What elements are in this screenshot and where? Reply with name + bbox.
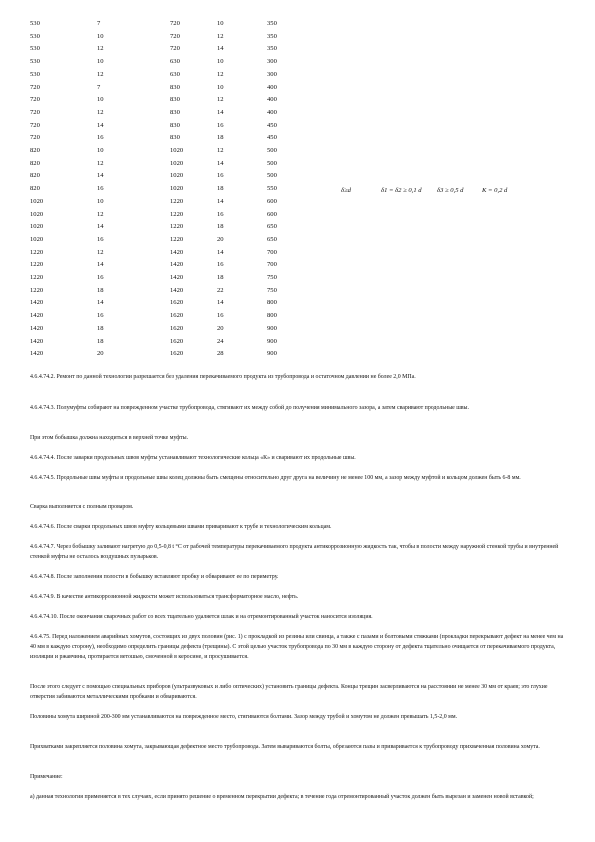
table-cell: 16 <box>217 210 224 218</box>
table-cell: 1420 <box>170 286 184 294</box>
table-cell: 1420 <box>170 274 184 281</box>
table-cell: 800 <box>267 312 277 320</box>
paragraph: 4.6.4.74.4. После заварки продольных швов муфты устанавливают технологические кольца «К» и сваривают их продольные швы. <box>30 455 356 461</box>
table-row <box>0 56 595 67</box>
paragraph: Половины хомута шириной 200-300 мм устанавливаются на поврежденное место, стягиваются болтами. Зазор между трубой и хомутом не должен превышать 1,5-2,0 мм. <box>30 714 458 720</box>
table-cell: 10 <box>97 58 104 66</box>
table-cell: 700 <box>267 261 277 269</box>
table-cell: 1420 <box>170 261 184 269</box>
table-cell: 14 <box>97 299 104 307</box>
table-cell: 12 <box>97 70 104 78</box>
table-cell: 830 <box>170 121 180 129</box>
table-cell: 720 <box>30 83 40 91</box>
table-row <box>0 209 595 220</box>
table-cell: 18 <box>217 185 224 193</box>
table-cell: 500 <box>267 172 277 180</box>
paragraph: 4.6.4.74.6. После сварки продольных швов муфту кольцевыми швами приваривают к трубе и технологическим кольцам. <box>30 524 332 530</box>
table-cell: 14 <box>97 261 104 269</box>
table-cell: 720 <box>170 20 180 27</box>
table-cell: 12 <box>97 210 104 218</box>
table-cell: 1020 <box>170 185 184 193</box>
table-cell: 400 <box>267 83 277 91</box>
table-cell: 1220 <box>30 286 44 294</box>
table-cell: 1020 <box>170 172 184 180</box>
table-cell: 1420 <box>170 248 184 256</box>
table-cell: 1620 <box>170 350 184 358</box>
table-cell: 1220 <box>170 197 184 205</box>
table-cell: 16 <box>217 312 224 320</box>
table-cell: 10 <box>97 147 104 154</box>
table-cell: 28 <box>217 350 224 358</box>
table-cell: 20 <box>217 235 224 243</box>
table-cell: 1220 <box>30 248 44 256</box>
table-cell: 14 <box>217 45 224 53</box>
table-cell: 630 <box>170 58 180 66</box>
table-cell: 10 <box>97 197 104 205</box>
table-cell: 24 <box>217 337 224 345</box>
table-row <box>0 94 595 105</box>
table-cell: 1620 <box>170 337 184 345</box>
table-cell: 20 <box>217 324 224 332</box>
table-cell: 14 <box>217 248 224 256</box>
table-cell: 1220 <box>170 210 184 218</box>
formula-part-1: δ≥d <box>341 187 351 194</box>
table-row <box>0 285 595 296</box>
paragraph: а) данная технология применяется в тех случаях, если принято решение о временном перекрытии дефекта; в течение года отремонтированный участок должен быть вырезан и заменен новой вставкой; <box>30 794 534 800</box>
table-cell: 14 <box>97 121 104 129</box>
formula-part-2: δ1 = δ2 ≥ 0,1 d <box>381 187 422 194</box>
table-cell: 10 <box>217 58 224 66</box>
table-cell: 14 <box>217 159 224 167</box>
table-cell: 14 <box>97 223 104 231</box>
table-cell: 1420 <box>30 324 44 332</box>
table-row <box>0 31 595 42</box>
table-cell: 650 <box>267 223 277 231</box>
table-cell: 16 <box>97 235 104 243</box>
table-cell: 300 <box>267 58 277 66</box>
paragraph: 4.6.4.74.8. После заполнения полости в бобышку вставляют пробку и обваривают ее по периметру. <box>30 574 279 580</box>
table-cell: 800 <box>267 299 277 307</box>
table-row <box>0 132 595 143</box>
table-cell: 450 <box>267 134 277 142</box>
table-cell: 18 <box>97 324 104 332</box>
table-cell: 1020 <box>30 223 44 231</box>
table-cell: 1020 <box>170 147 184 154</box>
table-cell: 750 <box>267 274 277 281</box>
table-cell: 1420 <box>30 299 44 307</box>
table-row <box>0 43 595 54</box>
table-cell: 1620 <box>170 299 184 307</box>
table-cell: 550 <box>267 185 277 193</box>
table-cell: 16 <box>97 134 104 142</box>
table-row <box>0 234 595 245</box>
table-row <box>0 323 595 334</box>
table-cell: 900 <box>267 350 277 358</box>
table-cell: 7 <box>97 83 101 91</box>
table-cell: 530 <box>30 20 40 27</box>
table-cell: 530 <box>30 70 40 78</box>
table-cell: 350 <box>267 45 277 53</box>
table-cell: 1620 <box>170 324 184 332</box>
table-cell: 1020 <box>30 235 44 243</box>
table-cell: 630 <box>170 70 180 78</box>
table-cell: 16 <box>97 312 104 320</box>
table-row <box>0 120 595 131</box>
table-cell: 18 <box>217 274 224 281</box>
table-cell: 350 <box>267 20 277 27</box>
formula-part-4: K = 0,2 d <box>482 187 508 194</box>
table-cell: 16 <box>217 172 224 180</box>
table-row <box>0 196 595 207</box>
table-row <box>0 247 595 258</box>
table-cell: 720 <box>30 134 40 142</box>
table-row <box>0 158 595 169</box>
table-cell: 900 <box>267 324 277 332</box>
table-cell: 14 <box>217 108 224 116</box>
table-cell: 820 <box>30 147 40 154</box>
table-cell: 10 <box>97 96 104 104</box>
table-cell: 450 <box>267 121 277 129</box>
table-cell: 1420 <box>30 312 44 320</box>
table-row <box>0 107 595 118</box>
paragraph: 4.6.4.74.7. Через бобышку заливают нагретую до 0,5-0,8 t °С от рабочей температуры перекачиваемого продукта антикоррозионную жидкость так, чтобы в полости между наружной стенкой трубы и внутренней стенкой муфты не осталось воздушных пузырьков. <box>30 544 559 560</box>
table-cell: 1620 <box>170 312 184 320</box>
paragraph: 4.6.4.74.10. После окончания сварочных работ со всех тщательно удаляется шлак и на отремонтированный участок наносится изоляция. <box>30 614 373 620</box>
table-cell: 500 <box>267 159 277 167</box>
table-cell: 400 <box>267 108 277 116</box>
table-cell: 1220 <box>30 261 44 269</box>
table-cell: 18 <box>217 223 224 231</box>
table-row <box>0 348 595 359</box>
table-cell: 830 <box>170 134 180 142</box>
table-cell: 1020 <box>30 210 44 218</box>
table-cell: 400 <box>267 96 277 104</box>
table-cell: 14 <box>217 299 224 307</box>
table-row <box>0 82 595 93</box>
table-cell: 12 <box>97 45 104 53</box>
table-cell: 20 <box>97 350 104 358</box>
table-cell: 18 <box>217 134 224 142</box>
table-cell: 18 <box>97 286 104 294</box>
table-cell: 720 <box>30 108 40 116</box>
table-cell: 820 <box>30 172 40 180</box>
paragraph: 4.6.4.74.9. В качестве антикоррозионной жидкости может использоваться трансформаторное масло, нефть. <box>30 594 299 600</box>
table-row <box>0 18 595 29</box>
table-cell: 300 <box>267 70 277 78</box>
table-cell: 12 <box>217 70 224 78</box>
table-cell: 820 <box>30 185 40 193</box>
table-cell: 830 <box>170 108 180 116</box>
table-cell: 14 <box>217 197 224 205</box>
table-cell: 12 <box>217 32 224 40</box>
table-cell: 16 <box>217 121 224 129</box>
table-cell: 10 <box>217 83 224 91</box>
table-cell: 530 <box>30 32 40 40</box>
table-cell: 700 <box>267 248 277 256</box>
table-cell: 16 <box>97 274 104 281</box>
table-cell: 650 <box>267 235 277 243</box>
table-cell: 12 <box>97 159 104 167</box>
table-cell: 12 <box>97 108 104 116</box>
table-cell: 530 <box>30 58 40 66</box>
table-cell: 1420 <box>30 337 44 345</box>
table-row <box>0 259 595 270</box>
table-cell: 600 <box>267 210 277 218</box>
paragraph: 4.6.4.75. Перед наложением аварийных хомутов, состоящих из двух половин (рис. 1) с прокладкой из резины или свинца, а также с пазами и болтовыми стяжками (прокладки перекрывают дефект на менее чем на 40 мм в каждую сторону), необходимо определить границы дефекта (трещины). С этой целью участок трубопровода по 30 мм в каждую сторону от дефекта тщательно очищается от перекачиваемого продукта, изоляции и ржавчины, протирается ветошью, смоченной в керосине, и просушивается. <box>30 634 564 660</box>
table-cell: 720 <box>170 32 180 40</box>
table-cell: 900 <box>267 337 277 345</box>
table-cell: 1220 <box>170 223 184 231</box>
table-cell: 1020 <box>30 197 44 205</box>
table-cell: 12 <box>217 147 224 154</box>
table-cell: 720 <box>30 121 40 129</box>
table-cell: 500 <box>267 147 277 154</box>
table-cell: 820 <box>30 159 40 167</box>
table-cell: 14 <box>97 172 104 180</box>
table-cell: 530 <box>30 45 40 53</box>
table-row <box>0 69 595 80</box>
table-row <box>0 145 595 156</box>
table-cell: 1220 <box>170 235 184 243</box>
table-row <box>0 336 595 347</box>
table-cell: 10 <box>217 20 224 27</box>
table-cell: 10 <box>97 32 104 40</box>
table-cell: 350 <box>267 32 277 40</box>
table-cell: 720 <box>170 45 180 53</box>
table-cell: 1020 <box>170 159 184 167</box>
table-cell: 12 <box>217 96 224 104</box>
table-row <box>0 310 595 321</box>
table-row <box>0 221 595 232</box>
table-cell: 830 <box>170 96 180 104</box>
paragraph: 4.6.4.74.3. Полумуфты собирают на поврежденном участке трубопровода, стягивают их между собой до получения минимального зазора, а затем сваривают продольные швы. <box>30 405 469 411</box>
table-cell: 22 <box>217 286 224 294</box>
table-cell: 7 <box>97 20 101 27</box>
table-cell: 16 <box>217 261 224 269</box>
table-row <box>0 297 595 308</box>
paragraph: После этого следует с помощью специальных приборов (ультразвуковых и либо оптических) установить границы дефекта. Концы трещин засверливаются на расстоянии не менее 30 мм от краев; это глухие отверстия забиваются металлическими пробками и обвариваются. <box>30 684 548 700</box>
table-row <box>0 170 595 181</box>
paragraph: 4.6.4.74.2. Ремонт по данной технологии разрешается без удаления перекачиваемого продукта из трубопровода и остаточном давлении не более 2,0 МПа. <box>30 374 416 380</box>
note-heading: Примечание: <box>30 774 63 780</box>
table-cell: 1420 <box>30 350 44 358</box>
table-cell: 750 <box>267 286 277 294</box>
paragraph: 4.6.4.74.5. Продольные швы муфты и продольные швы колец должны быть смещены относительно друг друга на величину не менее 100 мм, а зазор между муфтой и кольцом должен быть 6-8 мм. <box>30 475 521 481</box>
table-cell: 18 <box>97 337 104 345</box>
paragraph: При этом бобышка должна находиться в верхней точке муфты. <box>30 435 189 441</box>
table-cell: 16 <box>97 185 104 193</box>
table-row <box>0 272 595 283</box>
formula-part-3: δ3 ≥ 0,5 d <box>437 187 464 194</box>
paragraph: Сварка выполняется с полным проваром. <box>30 504 134 510</box>
table-cell: 830 <box>170 83 180 91</box>
table-cell: 12 <box>97 248 104 256</box>
table-cell: 600 <box>267 197 277 205</box>
table-cell: 1220 <box>30 274 44 281</box>
paragraph: Прихватками закрепляется половина хомута, закрывающая дефектное место трубопровода. Затем вывариваются болты, обрезаются пазы и приваривается к трубопроводу прихваченная половина хомута. <box>30 744 540 750</box>
table-cell: 720 <box>30 96 40 104</box>
